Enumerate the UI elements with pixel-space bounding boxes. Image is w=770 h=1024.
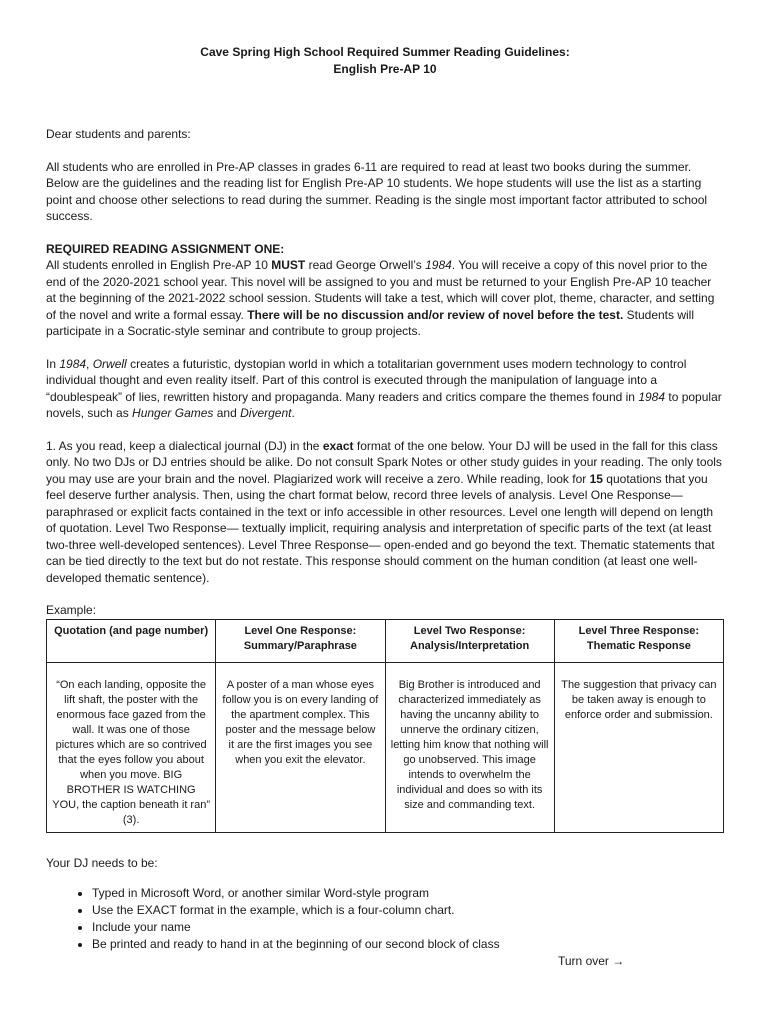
- cell-level-three: The suggestion that privacy can be taken away is enough to enforce order and submission.: [554, 662, 723, 832]
- summary-paragraph: In 1984, Orwell creates a futuristic, dystopian world in which a totalitarian government uses modern technology to control individual thought and even reality itself. Part of this control is executed through the manipulation of language into a “doublespeak” of lies, rewritten history and propaganda. Many readers and critics compare the themes found in 1984 to popular novels, such as Hunger Games and Divergent.: [46, 356, 722, 420]
- header-level-three: Level Three Response: Thematic Response: [554, 619, 723, 662]
- title-line-1: Cave Spring High School Required Summer Reading Guidelines:: [200, 45, 570, 59]
- list-item: • Be printed and ready to hand in at the beginning of our second block of class: [92, 936, 724, 953]
- cell-level-two: Big Brother is introduced and characterized immediately as having the uncanny ability to unnerve the ordinary citizen, letting him know that nothing will go unobserved. This image intends to overwhelm the individual and does so with its size and commanding text.: [385, 662, 554, 832]
- intro-paragraph: All students who are enrolled in Pre-AP classes in grades 6-11 are required to read at least two books during the summer. Below are the guidelines and the reading list for English Pre-AP 10 students. We hope students will use the list as a starting point and choose other selections to read during the summer. Reading is the single most important factor attributed to school success.: [46, 159, 708, 223]
- header-quotation: Quotation (and page number): [47, 619, 216, 662]
- list-item: • Use the EXACT format in the example, which is a four-column chart.: [92, 902, 724, 919]
- header-level-one: Level One Response: Summary/Paraphrase: [216, 619, 385, 662]
- table-header-row: [47, 619, 724, 662]
- example-label: Example:: [46, 603, 97, 617]
- journal-instructions: 1. As you read, keep a dialectical journal (DJ) in the exact format of the one below. Your DJ will be used in the fall for this class only. No two DJs or DJ entries should be alike. Do not consult Spark Notes or other study guides in your reading. The only tools you may use are your brain and the novel. Plagiarized work will receive a zero. While reading, look for 15 quotations that you feel deserve further analysis. Then, using the chart format below, record three levels of analysis. Level One Response— paraphrased or explicit facts contained in the text or info accessible in other resources. Level one length will depend on length of quotation. Level Two Response— textually implicit, requiring analysis and interpretation of specific parts of the text (at least two-three well-developed sentences). Level Three Response— open-ended and go beyond the text. Thematic statements that can be tied directly to the text but do not restate. This response should comment on the human condition (at least one well-developed thematic sentence).: [46, 438, 722, 585]
- assignment-paragraph: All students enrolled in English Pre-AP 10 MUST read George Orwell’s 1984. You will receive a copy of this novel prior to the end of the 2020-2021 school year. This novel will be assigned to you and must be returned to your English Pre-AP 10 teacher at the beginning of the 2021-2022 school session. Students will take a test, which will cover plot, theme, character, and setting of the novel and write a formal essay. There will be no discussion and/or review of novel before the test. Students will participate in a Socratic-style seminar and contribute to group projects.: [46, 258, 715, 338]
- requirements-title: Your DJ needs to be:: [46, 855, 158, 870]
- cell-quotation: “On each landing, opposite the lift shaft, the poster with the enormous face gazed from the wall. It was one of those pictures which are so contrived that the eyes follow you about when you move. BIG BROTHER IS WATCHING YOU, the caption beneath it ran” (3).: [47, 662, 216, 832]
- cell-level-one: A poster of a man whose eyes follow you is on every landing of the apartment complex. This poster and the message below it are the first images you see when you exit the elevator.: [216, 662, 385, 832]
- turn-over-note: Turn over →: [558, 954, 625, 968]
- list-item: • Typed in Microsoft Word, or another similar Word-style program: [92, 885, 724, 902]
- header-level-two: Level Two Response: Analysis/Interpretation: [385, 619, 554, 662]
- table-row: [47, 662, 724, 832]
- title-line-2: English Pre-AP 10: [333, 62, 437, 76]
- assignment-heading: REQUIRED READING ASSIGNMENT ONE:: [46, 241, 285, 256]
- page-title: [46, 44, 724, 78]
- dialectical-journal-table: [46, 619, 724, 833]
- list-item: • Include your name: [92, 919, 724, 936]
- greeting: Dear students and parents:: [46, 127, 191, 141]
- document-page: [46, 44, 724, 953]
- requirements-list: [46, 885, 724, 953]
